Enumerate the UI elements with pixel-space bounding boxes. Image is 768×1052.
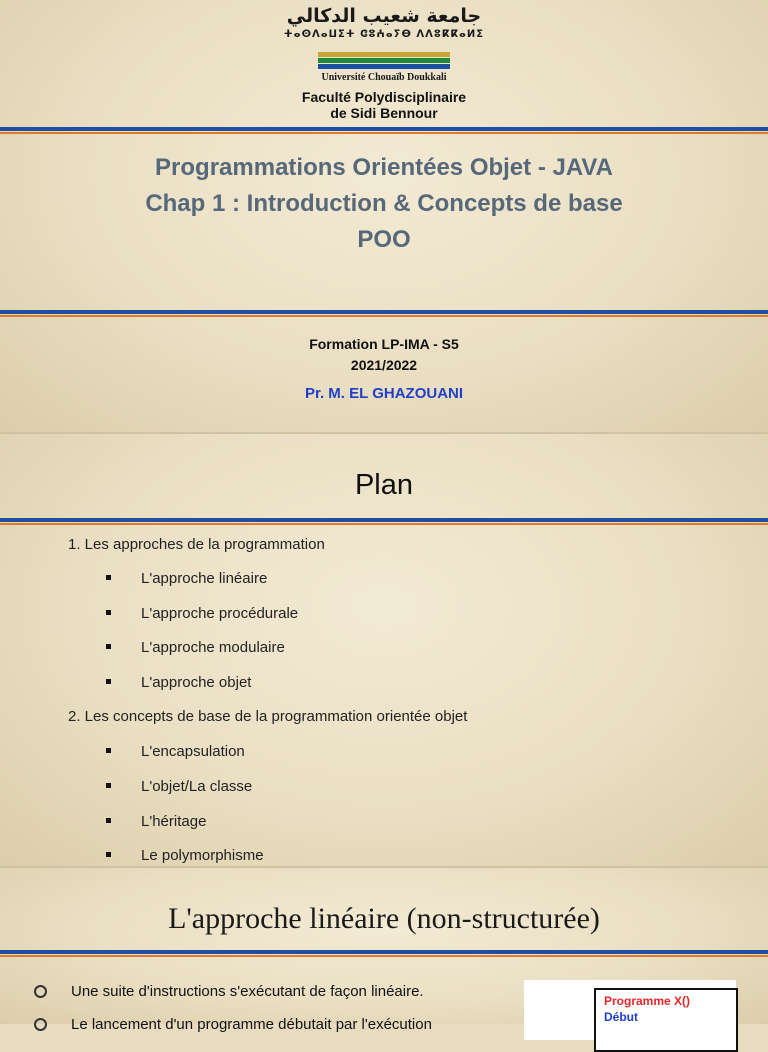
code-line-debut: Début [604, 1010, 638, 1024]
faculty-line-2: de Sidi Bennour [330, 105, 438, 121]
list-item: Le polymorphisme [106, 847, 264, 864]
academic-year: 2021/2022 [350, 357, 418, 373]
logo-stripe-gold [318, 52, 450, 57]
circle-bullet-icon [34, 1018, 47, 1031]
list-item: Une suite d'instructions s'exécutant de façon linéaire. [34, 983, 424, 1000]
slide-rule [0, 950, 768, 958]
list-item: L'approche modulaire [106, 639, 285, 656]
square-bullet-icon [106, 783, 111, 788]
logo-stripe-green [318, 58, 450, 63]
plan-title: Plan [354, 469, 414, 501]
faculty-line-1: Faculté Polydisciplinaire [301, 89, 467, 105]
list-item: Le lancement d'un programme débutait par l'exécution [34, 1016, 432, 1033]
slide-title: L'approche linéaire (non-structurée) [168, 902, 600, 935]
code-figure [524, 980, 736, 1040]
faculty-name [0, 89, 768, 121]
circle-bullet-icon [34, 985, 47, 998]
square-bullet-icon [106, 575, 111, 580]
list-item: L'héritage [106, 813, 206, 830]
professor-name: Pr. M. EL GHAZOUANI [304, 385, 464, 402]
square-bullet-icon [106, 748, 111, 753]
square-bullet-icon [106, 852, 111, 857]
square-bullet-icon [106, 818, 111, 823]
university-logo-french: Université Chouaïb Doukkali [321, 72, 447, 83]
plan-section-2: 2. Les concepts de base de la programmation orientée objet [68, 708, 468, 725]
square-bullet-icon [106, 610, 111, 615]
course-title-line-2: Chap 1 : Introduction & Concepts de base [145, 190, 623, 217]
list-item: L'objet/La classe [106, 778, 252, 795]
code-line-program: Programme X() [604, 994, 691, 1008]
list-item: L'encapsulation [106, 743, 245, 760]
square-bullet-icon [106, 679, 111, 684]
course-title-line-1: Programmations Orientées Objet - JAVA [155, 154, 613, 181]
square-bullet-icon [106, 644, 111, 649]
university-logo-arabic: جامعة شعيب الدكالي [286, 5, 482, 27]
logo-stripe-blue [318, 64, 450, 69]
course-title [0, 150, 768, 258]
list-item: L'approche objet [106, 674, 251, 691]
formation-label: Formation LP-IMA - S5 [309, 336, 459, 352]
linear-approach-slide [0, 868, 768, 1033]
list-item: L'approche procédurale [106, 605, 298, 622]
course-title-line-3: POO [357, 226, 411, 253]
plan-section-1: 1. Les approches de la programmation [68, 536, 325, 553]
university-logo-tifinagh: ⵜⴰⵙⴷⴰⵡⵉⵜ ⵛⵓⵄⴰⵢⴱ ⴷⴷⵓⴽⴽⴰⵍⵉ [283, 29, 485, 40]
title-rule [0, 310, 768, 318]
list-item: L'approche linéaire [106, 570, 267, 587]
formation-info [0, 334, 768, 376]
plan-slide [0, 434, 768, 866]
header-rule [0, 127, 768, 135]
title-slide [0, 0, 768, 432]
code-box [594, 988, 738, 1052]
plan-rule [0, 518, 768, 526]
